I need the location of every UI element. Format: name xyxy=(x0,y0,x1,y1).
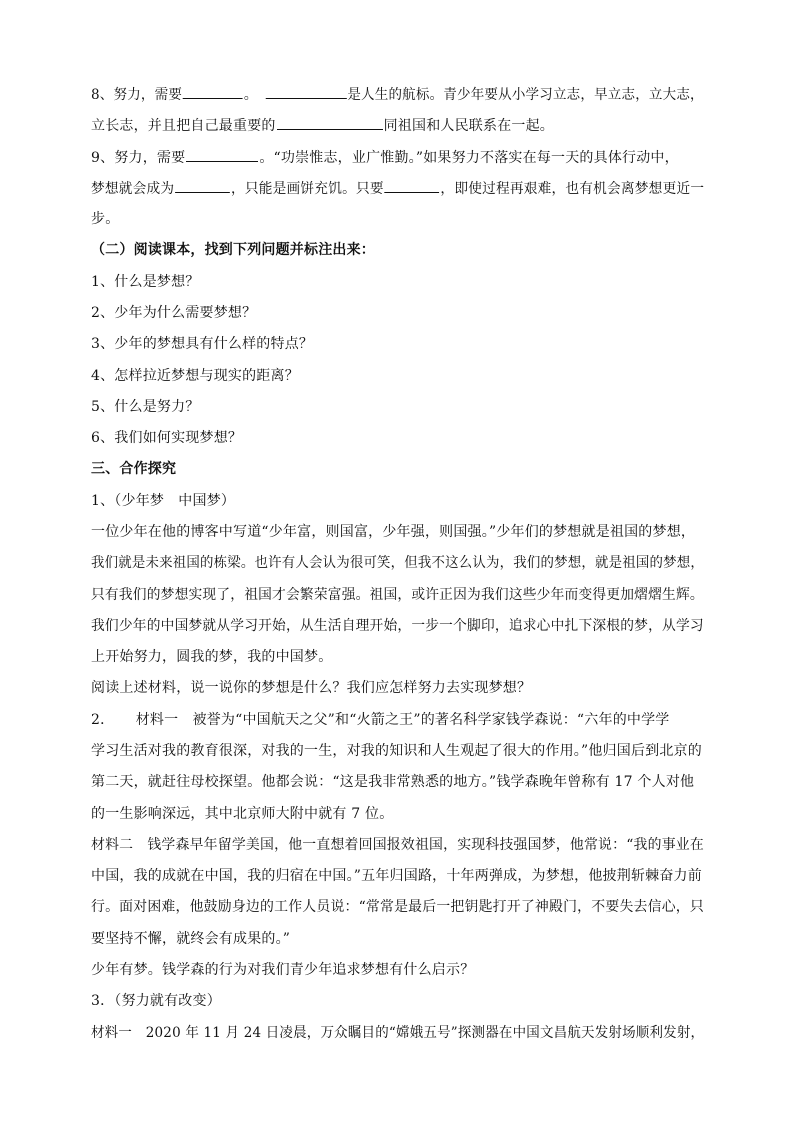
item-2-question: 少年有梦。钱学森的行为对我们青少年追求梦想有什么启示？ xyxy=(91,962,475,978)
item-2-paragraph-line: 第二天，就赶往母校探望。他都会说：“这是我非常熟悉的地方。”钱学森晚年曾称有 17 个人对他 xyxy=(91,774,695,790)
item-2-paragraph-line: 的一生影响深远，其中北京师大附中就有 7 位。 xyxy=(91,806,394,822)
answer-blank[interactable] xyxy=(265,84,346,99)
item-1-paragraph-line: 只有我们的梦想实现了，祖国才会繁荣富强。祖国，或许正因为我们这些少年而变得更加熠熠生辉。 xyxy=(91,587,704,603)
item-1-question: 阅读上述材料，说一说你的梦想是什么？我们应怎样努力去实现梦想？ xyxy=(91,680,532,696)
q9-text-line2a: 梦想就会成为 xyxy=(91,181,175,197)
item-1-title: 1、（少年梦 中国梦） xyxy=(91,493,236,509)
item-1-paragraph-line: 一位少年在他的博客中写道“少年富，则国富，少年强，则国强。”少年们的梦想就是祖国的梦想， xyxy=(91,524,696,540)
reading-question: 5、什么是努力？ xyxy=(91,399,200,415)
item-1-paragraph-line: 上开始努力，圆我的梦，我的中国梦。 xyxy=(91,649,333,665)
question-9-line-3: 步。 xyxy=(91,211,120,227)
answer-blank[interactable] xyxy=(175,178,230,193)
reading-question: 3、少年的梦想具有什么样的特点？ xyxy=(91,336,314,352)
question-8-line-2 xyxy=(91,115,554,137)
item-2-paragraph-line: 要坚持不懈，就终会有成果的。” xyxy=(91,931,291,947)
question-9-line-1 xyxy=(91,147,679,169)
q8-text-line2b: 同祖国和人民联系在一起。 xyxy=(383,118,555,134)
section-3-heading: 三、合作探究 xyxy=(91,461,177,477)
q8-text-c: 是人生的航标。青少年要从小学习立志，早立志，立大志， xyxy=(347,87,704,103)
question-8-line-1 xyxy=(91,84,704,106)
reading-question: 4、怎样拉近梦想与现实的距离？ xyxy=(91,368,299,384)
reading-question: 1、什么是梦想？ xyxy=(91,274,200,290)
q8-text-line2a: 立长志，并且把自己最重要的 xyxy=(91,118,276,134)
item-2-paragraph-line: 学习生活对我的教育很深，对我的一生，对我的知识和人生观起了很大的作用。”他归国后到北京的 xyxy=(91,743,702,759)
q8-text-a: 8、努力，需要 xyxy=(91,87,183,103)
question-9-line-2 xyxy=(91,178,704,200)
q9-text-b: 。“功崇惟志，业广惟勤。”如果努力不落实在每一天的具体行动中， xyxy=(259,150,679,166)
reading-question: 6、我们如何实现梦想？ xyxy=(91,430,243,446)
item-1-paragraph-line: 我们就是未来祖国的栋梁。也许有人会认为很可笑，但我不这么认为，我们的梦想，就是祖国的梦想， xyxy=(91,555,704,571)
item-3-paragraph-line: 材料一 2020 年 11 月 24 日凌晨，万众瞩目的“嫦娥五号”探测器在中国文昌航天发射场顺利发射， xyxy=(91,1025,705,1041)
answer-blank[interactable] xyxy=(385,178,440,193)
item-3-title: 3．（努力就有改变） xyxy=(91,993,221,1009)
answer-blank[interactable] xyxy=(186,147,258,162)
answer-blank[interactable] xyxy=(277,115,383,130)
item-2-paragraph-line: 行。面对困难，他鼓励身边的工作人员说：“常常是最后一把钥匙打开了神殿门，不要失去信心，只 xyxy=(91,899,704,915)
item-2-paragraph-line: 2． 材料一 被誉为“中国航天之父”和“火箭之王”的著名科学家钱学森说：“六年的中学学 xyxy=(91,712,670,728)
q9-text-line2b: ，只能是画饼充饥。只要 xyxy=(231,181,384,197)
section-2-heading: （二）阅读课本，找到下列问题并标注出来： xyxy=(91,242,375,258)
item-1-paragraph-line: 我们少年的中国梦就从学习开始，从生活自理开始，一步一个脚印，追求心中扎下深根的梦，从学习 xyxy=(91,618,704,634)
q9-text-line2c: ，即使过程再艰难，也有机会离梦想更近一 xyxy=(440,181,705,197)
item-2-paragraph-line: 中国，我的成就在中国，我的归宿在中国。”五年归国路，十年两弹成，为梦想，他披荆斩棘奋力前 xyxy=(91,868,702,884)
answer-blank[interactable] xyxy=(183,84,243,99)
q9-text-a: 9、努力，需要 xyxy=(91,150,186,166)
reading-question: 2、少年为什么需要梦想？ xyxy=(91,305,257,321)
q8-text-b: 。 xyxy=(243,87,258,103)
item-2-paragraph-line: 材料二 钱学森早年留学美国，他一直想着回国报效祖国，实现科技强国梦，他常说：“我的事业在 xyxy=(91,837,704,853)
